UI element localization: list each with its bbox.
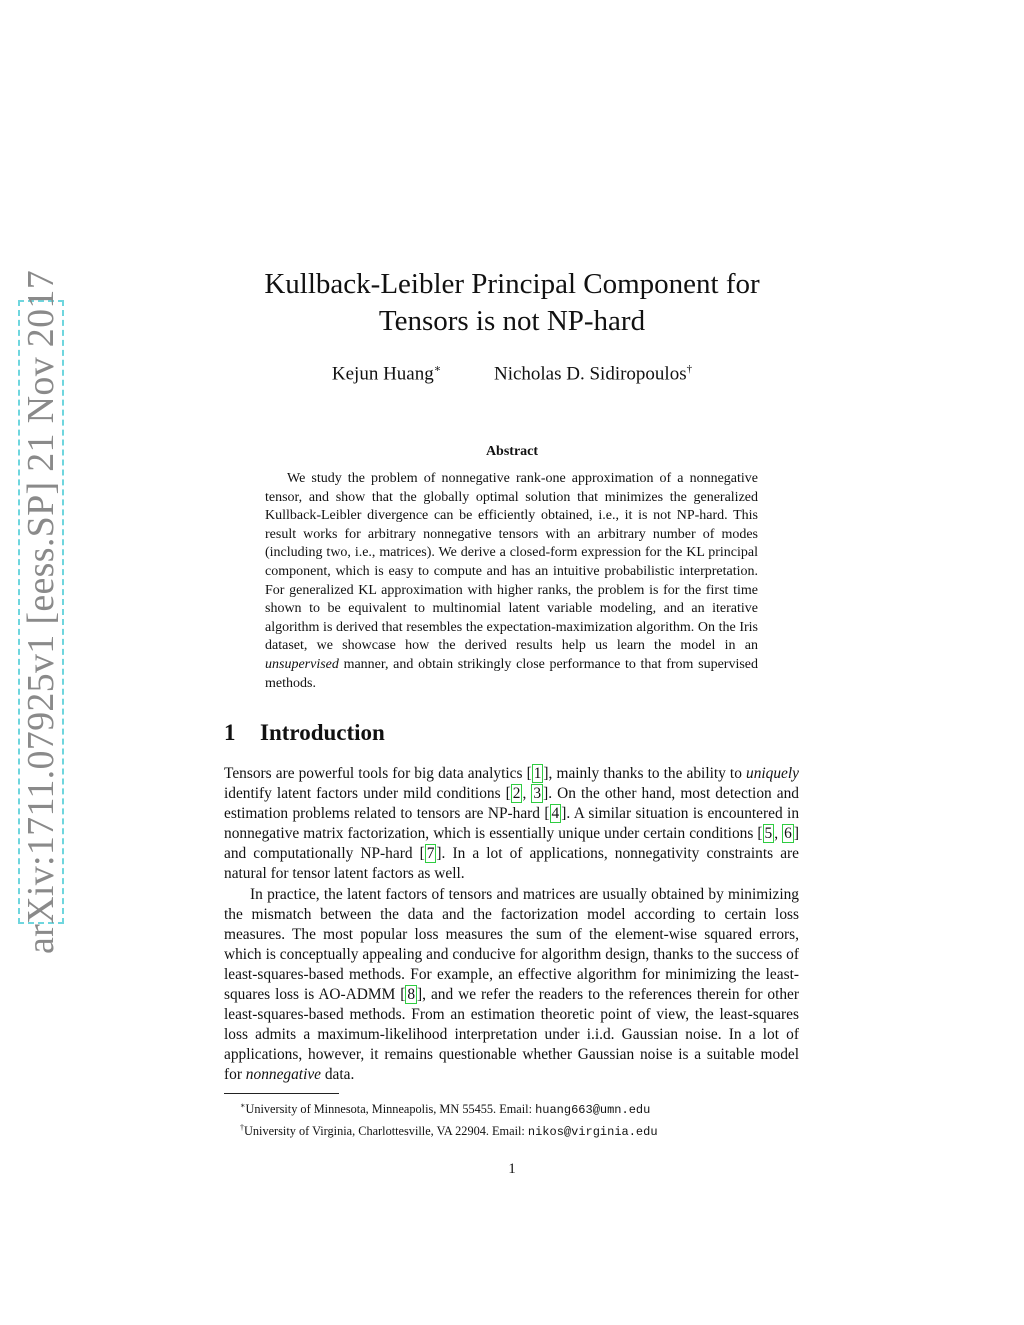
paragraph-text: ]. On the other hand, most detection and estimation problems related to tensors are NP-hard [ bbox=[224, 785, 799, 823]
section-heading-introduction bbox=[224, 720, 385, 746]
footnote-1-mark: ∗ bbox=[240, 1101, 246, 1110]
paragraph-1 bbox=[224, 764, 799, 885]
section-number: 1 bbox=[224, 720, 236, 745]
arxiv-identifier-stamp[interactable] bbox=[18, 270, 64, 954]
author-2-footnote-mark[interactable]: † bbox=[686, 363, 693, 375]
author-2-name: Nicholas D. Sidiropoulos bbox=[493, 363, 687, 385]
citation-link[interactable]: 4 bbox=[551, 805, 560, 823]
footnote-1-email[interactable]: huang663@umn.edu bbox=[535, 1103, 651, 1118]
abstract-body bbox=[265, 470, 758, 693]
author-1 bbox=[332, 362, 441, 385]
paragraph-text: ], mainly thanks to the ability to bbox=[543, 765, 746, 782]
footnote-1-text: University of Minnesota, Minneapolis, MN 55455. Email: bbox=[245, 1102, 536, 1117]
citation-link[interactable]: 6 bbox=[784, 825, 792, 843]
citation-link[interactable]: 1 bbox=[533, 765, 542, 782]
paragraph-text: identify latent factors under mild conditions [ bbox=[224, 785, 511, 803]
paper-title bbox=[200, 266, 824, 340]
page-number: 1 bbox=[508, 1161, 516, 1177]
abstract-heading: Abstract bbox=[485, 444, 539, 459]
paragraph-text: ]. In a lot of applications, nonnegativity constraints are natural for tensor latent factors as well. bbox=[224, 845, 799, 883]
citation-link[interactable]: 7 bbox=[426, 845, 435, 863]
paragraph-text: In practice, the latent factors of tensors and matrices are usually obtained by minimizing the mismatch between the data and the factorization model according to certain loss measures. The most popular loss measures the sum of the element-wise squared errors, which is conceptually appealing and conducive for algorithm design, thanks to the success of least-squares-based methods. For example, an effective algorithm for minimizing the least-squares loss is AO-ADMM [ bbox=[224, 885, 799, 1004]
footnote-2 bbox=[240, 1119, 820, 1141]
introduction-body bbox=[224, 764, 799, 1086]
author-2 bbox=[494, 363, 692, 385]
author-1-name: Kejun Huang bbox=[331, 363, 434, 385]
author-1-footnote-mark[interactable]: ∗ bbox=[433, 363, 442, 375]
title-line-1: Kullback-Leibler Principal Component for bbox=[264, 268, 760, 300]
footnote-2-text: University of Virginia, Charlottesville, VA 22904. Email: bbox=[244, 1124, 528, 1139]
citation-separator: , bbox=[774, 825, 783, 843]
citation-link[interactable]: 8 bbox=[407, 986, 416, 1004]
emphasis-text: nonnegative bbox=[245, 1066, 322, 1084]
section-title: Introduction bbox=[260, 720, 385, 745]
paragraph-2 bbox=[224, 885, 799, 1086]
paragraph-text: ]. A similar situation is encountered in nonnegative matrix factorization, which is essentially unique under certain conditions [ bbox=[224, 805, 800, 843]
footnote-2-mark: † bbox=[240, 1123, 244, 1133]
footnote-divider bbox=[224, 1093, 339, 1094]
paragraph-text: ] and computationally NP-hard [ bbox=[224, 825, 800, 863]
footnote-1 bbox=[240, 1097, 820, 1119]
arxiv-identifier-text: arXiv:1711.07925v1 [eess.SP] 21 Nov 2017 bbox=[20, 270, 62, 954]
citation-link[interactable]: 2 bbox=[512, 785, 521, 803]
abstract-text-2: manner, and obtain strikingly close performance to that from supervised methods. bbox=[265, 656, 758, 691]
paragraph-text: ], and we refer the readers to the references therein for other least-squares-based methods. From an estimation theoretic point of view, the least-squares loss admits a maximum-likelihood interpretation under i.i.d. Gaussian noise. In a lot of applications, however, it remains questionable whether Gaussian noise is a suitable model for bbox=[224, 986, 799, 1084]
emphasis-text: uniquely bbox=[746, 765, 799, 782]
author-list bbox=[200, 362, 824, 385]
abstract-emphasis: unsupervised bbox=[265, 656, 339, 672]
paragraph-text: data. bbox=[321, 1066, 355, 1084]
abstract-text-1: We study the problem of nonnegative rank-one approximation of a nonnegative tensor, and show that the globally optimal solution that minimizes the generalized Kullback-Leibler divergence can be efficiently obtained, i.e., it is not NP-hard. This result works for arbitrary nonnegative tensors with an arbitrary number of modes (including two, i.e., matrices). We derive a closed-form expression for the KL principal component, which is easy to compute and has an intuitive probabilistic interpretation. For generalized KL approximation with higher ranks, the problem is for the first time shown to be equivalent to multinomial latent variable modeling, and an iterative algorithm is derived that resembles the expectation-maximization algorithm. On the Iris dataset, we showcase how the derived results help us learn the model in an bbox=[265, 471, 758, 654]
title-line-2: Tensors is not NP-hard bbox=[378, 305, 646, 337]
footnotes bbox=[240, 1097, 820, 1141]
footnote-2-email[interactable]: nikos@virginia.edu bbox=[527, 1125, 658, 1140]
citation-link[interactable]: 5 bbox=[764, 825, 773, 843]
citation-link[interactable]: 3 bbox=[533, 785, 542, 803]
paragraph-text: Tensors are powerful tools for big data analytics [ bbox=[224, 765, 532, 782]
citation-separator: , bbox=[522, 785, 532, 803]
